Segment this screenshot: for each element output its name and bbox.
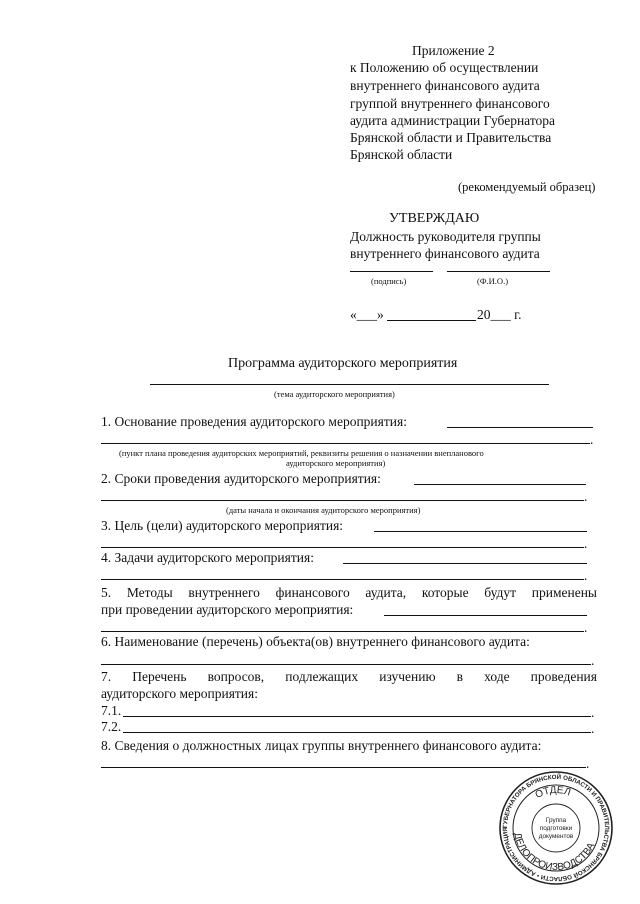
section-2-field-line[interactable] — [101, 500, 584, 501]
topic-line — [150, 384, 549, 385]
stamp-center-3: документов — [538, 833, 574, 840]
section-3-field-line[interactable] — [101, 547, 584, 548]
section-3-period: . — [584, 536, 588, 551]
section-3-label: 3. Цель (цели) аудиторского мероприятия: — [101, 518, 344, 533]
program-title: Программа аудиторского мероприятия — [228, 356, 458, 371]
section-7-line-1: 7. Перечень вопросов, подлежащих изучению в ходе проведения — [101, 669, 597, 684]
section-6-label: 6. Наименование (перечень) объекта(ов) внутреннего финансового аудита: — [101, 634, 530, 649]
section-5-field[interactable] — [384, 615, 587, 616]
section-2-hint: (даты начала и окончания аудиторского мероприятия) — [226, 505, 421, 515]
section-8-field-line[interactable] — [101, 767, 586, 768]
header-line: группой внутреннего финансового — [350, 96, 550, 111]
position-line-1: Должность руководителя группы — [350, 229, 541, 244]
header-line: аудита администрации Губернатора — [350, 113, 556, 128]
section-4-field-line[interactable] — [101, 579, 584, 580]
section-5-line-2: при проведении аудиторского мероприятия: — [101, 602, 354, 617]
section-7-item-2: 7.2. — [101, 719, 122, 734]
section-7-item-1-period: . — [591, 705, 595, 720]
header-line: внутреннего финансового аудита — [350, 78, 540, 93]
name-label: (Ф.И.О.) — [477, 276, 509, 286]
appendix-title: Приложение 2 — [412, 43, 495, 58]
approval-title: УТВЕРЖДАЮ — [389, 211, 480, 226]
section-8-label: 8. Сведения о должностных лицах группы внутреннего финансового аудита: — [101, 738, 542, 753]
signature-label: (подпись) — [371, 276, 407, 286]
section-4-period: . — [584, 568, 588, 583]
section-6-field-line[interactable] — [101, 664, 591, 665]
section-1-label: 1. Основание проведения аудиторского мероприятия: — [101, 414, 407, 429]
header-line: Брянской области и Правительства — [350, 130, 552, 145]
section-5-field-line[interactable] — [101, 631, 584, 632]
section-5-period: . — [584, 620, 588, 635]
stamp-center-2: подготовки — [539, 825, 573, 832]
stamp-outer-text: ГУБЕРНАТОРА БРЯНСКОЙ ОБЛАСТИ И ПРАВИТЕЛЬСТВА БРЯНСКОЙ ОБЛАСТИ • АДМИНИСТРАЦИЯ — [501, 773, 611, 883]
signature-line — [350, 271, 433, 272]
section-7-item-2-period: . — [591, 721, 595, 736]
date-day: «___» — [350, 307, 384, 322]
section-2-label: 2. Сроки проведения аудиторского мероприятия: — [101, 471, 381, 486]
section-1-hint-2: аудиторского мероприятия) — [286, 458, 386, 468]
section-7-line-2: аудиторского мероприятия: — [101, 686, 258, 701]
header-line: к Положению об осуществлении — [350, 60, 539, 75]
section-7-item-1-field[interactable] — [123, 716, 591, 717]
header-line: Брянской области — [350, 147, 453, 162]
section-7-item-2-field[interactable] — [123, 732, 591, 733]
section-7-item-1: 7.1. — [101, 703, 122, 718]
section-1-hint: (пункт плана проведения аудиторских мероприятий, реквизиты решения о назначении внепланового — [119, 448, 484, 458]
stamp-graphic — [498, 770, 614, 886]
section-4-label: 4. Задачи аудиторского мероприятия: — [101, 550, 314, 565]
section-1-period: . — [590, 432, 594, 447]
section-3-field[interactable] — [374, 531, 587, 532]
office-stamp — [498, 770, 614, 886]
stamp-center-1: Группа — [545, 817, 567, 824]
section-5-line-1: 5. Методы внутреннего финансового аудита, которые будут применены — [101, 585, 597, 600]
section-2-field[interactable] — [414, 484, 586, 485]
topic-label: (тема аудиторского мероприятия) — [274, 389, 395, 399]
section-1-field-line[interactable] — [101, 443, 590, 444]
stamp-top-text: ОТДЕЛ — [533, 784, 572, 801]
stamp-bottom-text: ДЕЛОПРОИЗВОДСТВА — [511, 831, 598, 874]
date-month-line — [387, 320, 476, 321]
position-line-2: внутреннего финансового аудита — [350, 246, 540, 261]
section-6-period: . — [591, 653, 595, 668]
section-2-period: . — [584, 489, 588, 504]
section-4-field[interactable] — [343, 563, 587, 564]
section-1-field[interactable] — [447, 427, 593, 428]
name-line — [447, 271, 550, 272]
sample-note: (рекомендуемый образец) — [458, 180, 596, 194]
date-year: 20___ г. — [477, 307, 522, 322]
section-8-period: . — [586, 756, 590, 771]
